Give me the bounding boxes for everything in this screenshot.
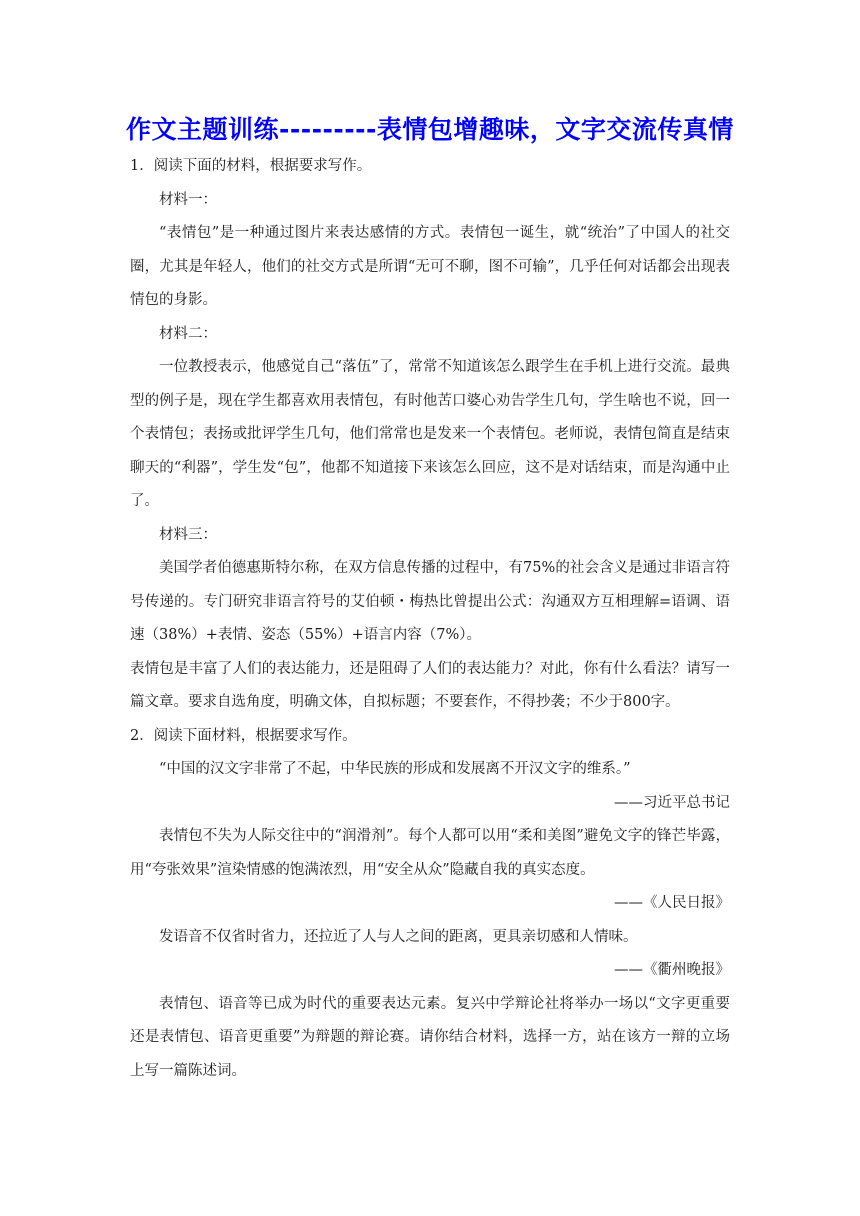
material-2-text: 一位教授表示，他感觉自己“落伍”了，常常不知道该怎么跟学生在手机上进行交流。最典型的例子是，现在学生都喜欢用表情包，有时他苦口婆心劝告学生几句，学生啥也不说，回一个表情包；表扬或批评学生几句，他们常常也是发来一个表情包。老师说，表情包简直是结束聊天的“利器”，学生发“包”，他都不知道接下来该怎么回应，这不是对话结束，而是沟通中止了。 xyxy=(130,359,730,509)
material-3-text: 美国学者伯德惠斯特尔称，在双方信息传播的过程中，有75%的社会含义是通过非语言符号传递的。专门研究非语言符号的艾伯顿・梅热比曾提出公式：沟通双方互相理解=语调、语速（38%）+表情、姿态（55%）+语言内容（7%）。 xyxy=(130,560,730,643)
quote-3-source: ——《衢州晚报》 xyxy=(614,962,730,978)
quote-2-source: ——《人民日报》 xyxy=(614,895,730,911)
quote-1: “中国的汉文字非常了不起，中华民族的形成和发展离不开汉文字的维系。” xyxy=(159,761,631,777)
material-1-label: 材料一： xyxy=(159,191,217,208)
material-3-label: 材料三： xyxy=(159,526,217,543)
material-1-text: “表情包”是一种通过图片来表达感情的方式。表情包一诞生，就“统治”了中国人的社交圈，尤其是年轻人，他们的社交方式是所谓“无可不聊，图不可输”，几乎任何对话都会出现表情包的身影。 xyxy=(130,225,730,308)
question-2-prompt: 2．阅读下面材料，根据要求写作。 xyxy=(130,727,357,744)
quote-2: 表情包不失为人际交往中的“润滑剂”。每个人都可以用“柔和美图”避免文字的锋芒毕露，用“夸张效果”渲染情感的饱满浓烈，用“安全从众”隐藏自我的真实态度。 xyxy=(130,828,730,878)
question-1-task: 表情包是丰富了人们的表达能力，还是阻碍了人们的表达能力？对此，你有什么看法？请写一篇文章。要求自选角度，明确文体，自拟标题；不要套作，不得抄袭；不少于800字。 xyxy=(130,660,730,710)
material-2-label: 材料二： xyxy=(159,325,217,342)
document-body xyxy=(130,150,730,1088)
document-title: 作文主题训练---------表情包增趣味，文字交流传真情 xyxy=(126,115,734,144)
quote-1-source: ——习近平总书记 xyxy=(614,794,730,811)
question-1-prompt: 1．阅读下面的材料，根据要求写作。 xyxy=(130,158,372,174)
quote-3: 发语音不仅省时省力，还拉近了人与人之间的距离，更具亲切感和人情味。 xyxy=(159,928,638,945)
question-2-task: 表情包、语音等已成为时代的重要表达元素。复兴中学辩论社将举办一场以“文字更重要还是表情包、语音更重要”为辩题的辩论赛。请你结合材料，选择一方，站在该方一辩的立场上写一篇陈述词。 xyxy=(130,995,730,1079)
